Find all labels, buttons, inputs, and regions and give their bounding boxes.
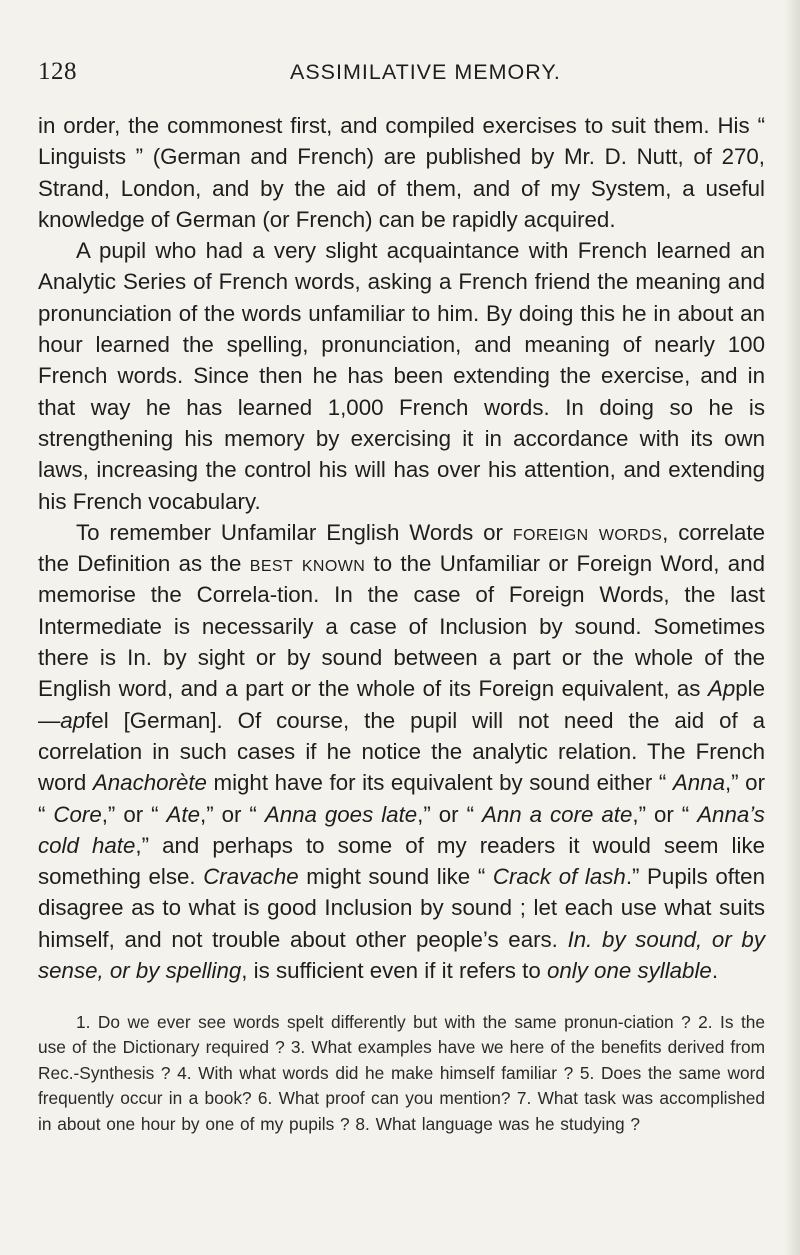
body-text [38,110,765,986]
paragraph-3: To remember Unfamilar English Words or foreign words, correlate the Definition as the best known to the Unfamiliar or Foreign Word, and memorise the Correla-tion. In the case of Foreign Words, the last Intermediate is necessarily a case of Inclusion by sound. Sometimes there is In. by sight or by sound between a part or the whole of the English word, and a part or the whole of its Foreign equivalent, as Apple—apfel [German]. Of course, the pupil will not need the aid of a correlation in such cases if he notice the analytic relation. The French word Anachorète might have for its equivalent by sound either “ Anna,” or “ Core,” or “ Ate,” or “ Anna goes late,” or “ Ann a core ate,” or “ Anna’s cold hate,” and perhaps to some of my readers it would seem like something else. Cravache might sound like “ Crack of lash.” Pupils often disagree as to what is good Inclusion by sound ; let each use what suits himself, and not trouble about other people’s ears. In. by sound, or by sense, or by spelling, is sufficient even if it refers to only one syllable. [38,519,766,984]
questions-text: 1. Do we ever see words spelt differently but with the same pronun-ciation ? 2. Is the use of the Dictionary required ? 3. What examples have we here of the benefits derived from Rec.-Synthesis ? 4. With what words did he make himself familiar ? 5. Does the same word frequently occur in a book? 6. What proof can you mention? 7. What task was accomplished in about one hour by one of my pupils ? 8. What language was he studying ? [38,1012,765,1134]
italic-anachorete: Anachorète [92,770,207,796]
italic-cravache: Cravache [203,864,299,890]
paragraph-1: in order, the commonest first, and compiled exercises to suit them. His “ Linguists ” (German and French) are published by Mr. D. Nutt, of 270, Strand, London, and by the aid of them, and of my System, a useful knowledge of German (or French) can be rapidly acquired. [38,113,765,232]
small-caps-foreign-words: foreign words [512,519,663,545]
page-header [38,58,764,94]
page-edge-shadow [784,0,800,1255]
small-caps-best-known: best known [249,551,366,577]
page-number: 128 [38,58,77,85]
review-questions [38,1010,765,1137]
paragraph-2: A pupil who had a very slight acquaintance with French learned an Analytic Series of French words, asking a French friend the meaning and pronunciation of the words unfamiliar to him. By doing this he in about an hour learned the spelling, pronunciation, and meaning of nearly 100 French words. Since then he has been extending the exercise, and in that way he has learned 1,000 French words. In doing so he is strengthening his memory by exercising it in accordance with its own laws, increasing the control his will has over his attention, and extending his French vocabulary. [38,238,765,514]
running-title: ASSIMILATIVE MEMORY. [290,60,561,84]
